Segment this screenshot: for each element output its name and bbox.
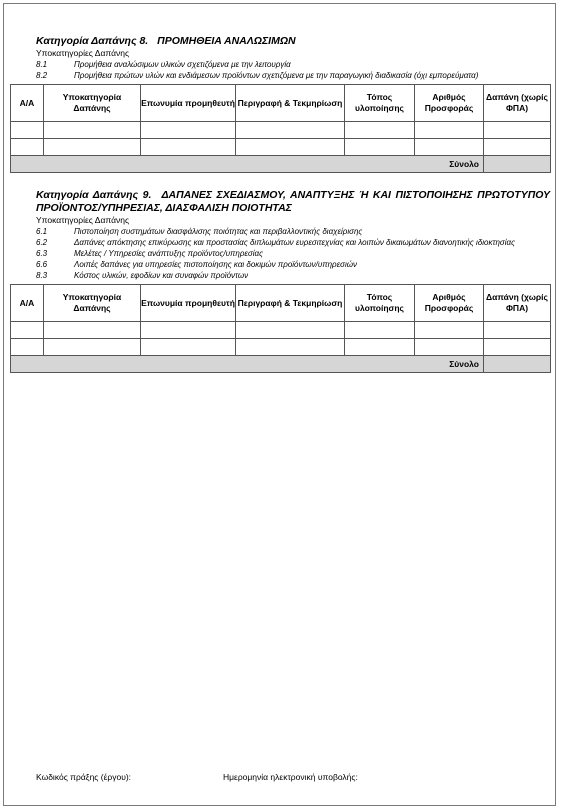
category-9-title (36, 189, 550, 215)
subcategory-item (36, 70, 550, 81)
subcategory-text: Προμήθεια πρώτων υλών και ενδιάμεσων προϊόντων σχετιζόμενα με την παραγωγική διαδικασία (όχι εμπορεύματα) (74, 71, 479, 80)
document-content (10, 35, 550, 373)
category-9-cost-table (10, 284, 551, 373)
subcategory-text: Δαπάνες απόκτησης επικύρωσης και προστασίας διπλωμάτων ευρεσιτεχνίας και λοιπών δικαιωμάτων διανοητικής ιδιοκτησίας (74, 238, 515, 247)
category-9-subheading: Υποκατηγορίες Δαπάνης (36, 215, 130, 225)
category-8-title (36, 35, 550, 48)
category-8-subcategory-list (36, 59, 550, 81)
category-9-section (10, 189, 550, 373)
subcategory-text: Λοιπές δαπάνες για υπηρεσίες πιστοποίησης και δοκιμών προϊόντων/υπηρεσιών (74, 260, 357, 269)
subcategory-text: Προμήθεια αναλώσιμων υλικών σχετιζόμενα με την λειτουργία (74, 60, 291, 69)
col-header-location: Τόπος υλοποίησης (345, 285, 415, 322)
category-8-section (10, 35, 550, 173)
table-cell[interactable] (141, 139, 236, 156)
col-header-cost: Δαπάνη (χωρίς ΦΠΑ) (484, 285, 551, 322)
col-header-subcategory: Υποκατηγορία Δαπάνης (44, 285, 141, 322)
table-cell[interactable] (415, 322, 484, 339)
subcategory-item (36, 237, 550, 248)
table-cell[interactable] (44, 339, 141, 356)
category-8-cost-table (10, 84, 551, 173)
category-9-subcategory-list (36, 226, 550, 281)
document-footer (36, 772, 358, 782)
col-header-supplier: Επωνυμία προμηθευτή (141, 85, 236, 122)
table-cell[interactable] (236, 339, 345, 356)
table-cell[interactable] (141, 322, 236, 339)
category-8-code: Κατηγορία Δαπάνης 8. (36, 35, 149, 47)
category-9-code: Κατηγορία Δαπάνης 9. (36, 189, 152, 201)
table-cell[interactable] (141, 122, 236, 139)
table-cell[interactable] (345, 322, 415, 339)
table-cell[interactable] (11, 339, 44, 356)
table-row (11, 139, 551, 156)
table-cell[interactable] (11, 322, 44, 339)
subcategory-item (36, 270, 550, 281)
submission-date-label: Ημερομηνία ηλεκτρονική υποβολής: (223, 772, 358, 782)
col-header-cost: Δαπάνη (χωρίς ΦΠΑ) (484, 85, 551, 122)
table-cell[interactable] (484, 339, 551, 356)
table-row (11, 339, 551, 356)
table-cell[interactable] (484, 139, 551, 156)
col-header-subcategory: Υποκατηγορία Δαπάνης (44, 85, 141, 122)
table-header-row (11, 285, 551, 322)
subcategory-text: Πιστοποίηση συστημάτων διασφάλισης ποιότητας και περιβαλλοντικής διαχείρισης (74, 227, 363, 236)
col-header-location: Τόπος υλοποίησης (345, 85, 415, 122)
table-cell[interactable] (44, 139, 141, 156)
table-cell[interactable] (236, 122, 345, 139)
total-value-cell[interactable] (484, 156, 551, 173)
table-header-row (11, 85, 551, 122)
col-header-supplier: Επωνυμία προμηθευτή (141, 285, 236, 322)
table-cell[interactable] (345, 122, 415, 139)
total-label: Σύνολο (11, 356, 484, 373)
col-header-aa: Α/Α (11, 285, 44, 322)
table-row (11, 122, 551, 139)
subcategory-number: 8.2 (36, 71, 48, 80)
col-header-offer-number: Αριθμός Προσφοράς (415, 285, 484, 322)
subcategory-item (36, 259, 550, 270)
subcategory-item (36, 59, 550, 70)
subcategory-number: 8.1 (36, 60, 48, 69)
col-header-description: Περιγραφή & Τεκμηρίωση (236, 285, 345, 322)
table-cell[interactable] (141, 339, 236, 356)
table-cell[interactable] (345, 339, 415, 356)
subcategory-number: 6.1 (36, 227, 48, 236)
col-header-description: Περιγραφή & Τεκμηρίωση (236, 85, 345, 122)
total-row (11, 156, 551, 173)
table-cell[interactable] (415, 122, 484, 139)
col-header-aa: Α/Α (11, 85, 44, 122)
table-row (11, 322, 551, 339)
table-cell[interactable] (44, 122, 141, 139)
table-cell[interactable] (236, 139, 345, 156)
category-9-name: ΔΑΠΑΝΕΣ ΣΧΕΔΙΑΣΜΟΥ, ΑΝΑΠΤΥΞΗΣ Ή ΚΑΙ ΠΙΣΤΟΠΟΙΗΣΗΣ ΠΡΩΤΟΤΥΠΟΥ ΠΡΟΪΟΝΤΟΣ/ΥΠΗΡΕΣΙΑΣ, ΔΙΑΣΦΑΛΙΣΗ ΠΟΙΟΤΗΤΑΣ (36, 189, 551, 214)
category-8-name: ΠΡΟΜΗΘΕΙΑ ΑΝΑΛΩΣΙΜΩΝ (157, 35, 296, 47)
table-cell[interactable] (345, 139, 415, 156)
subcategory-number: 6.3 (36, 249, 48, 258)
subcategory-text: Κόστος υλικών, εφοδίων και συναφών προϊόντων (74, 271, 249, 280)
col-header-offer-number: Αριθμός Προσφοράς (415, 85, 484, 122)
table-cell[interactable] (484, 322, 551, 339)
category-8-subheading: Υποκατηγορίες Δαπάνης (36, 48, 130, 58)
subcategory-item (36, 248, 550, 259)
table-cell[interactable] (484, 122, 551, 139)
table-cell[interactable] (11, 139, 44, 156)
table-cell[interactable] (44, 322, 141, 339)
table-cell[interactable] (415, 139, 484, 156)
subcategory-number: 6.2 (36, 238, 48, 247)
subcategory-text: Μελέτες / Υπηρεσίες ανάπτυξης προϊόντος/υπηρεσίας (74, 249, 264, 258)
subcategory-item (36, 226, 550, 237)
total-label: Σύνολο (11, 156, 484, 173)
table-cell[interactable] (236, 322, 345, 339)
table-cell[interactable] (415, 339, 484, 356)
subcategory-number: 8.3 (36, 271, 48, 280)
table-cell[interactable] (11, 122, 44, 139)
total-value-cell[interactable] (484, 356, 551, 373)
project-code-label: Κωδικός πράξης (έργου): (36, 772, 132, 782)
subcategory-number: 6.6 (36, 260, 48, 269)
total-row (11, 356, 551, 373)
